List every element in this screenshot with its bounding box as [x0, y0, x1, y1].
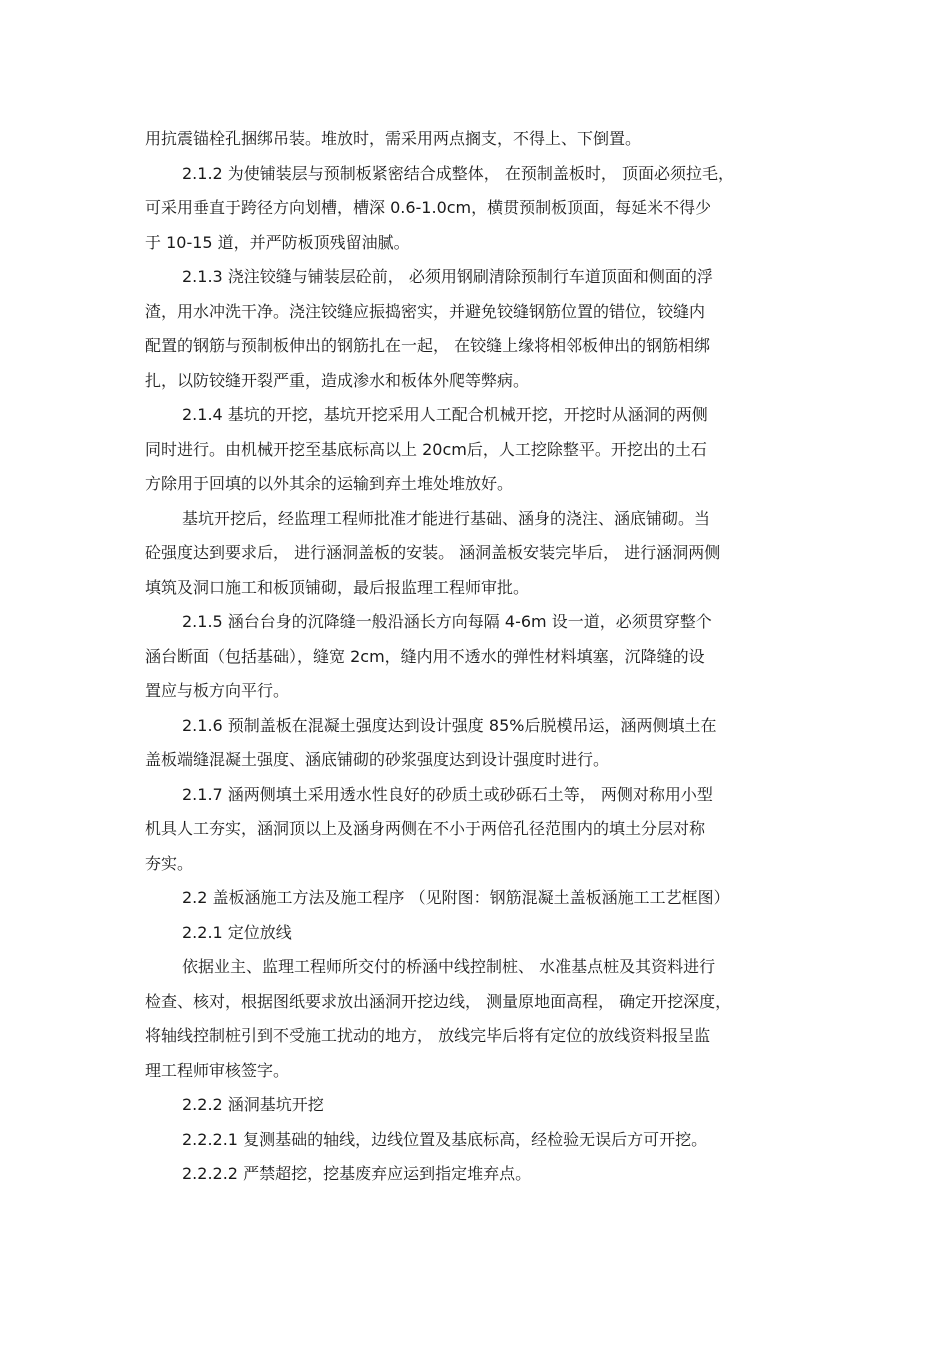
- text-line: 基坑开挖后，经监理工程师批准才能进行基础、涵身的浇注、涵底铺砌。当: [182, 508, 711, 528]
- text-line: 依据业主、监理工程师所交付的桥涵中线控制桩、 水准基点桩及其资料进行: [182, 957, 716, 976]
- text-line: 2.2.1 定位放线: [182, 922, 292, 942]
- text-line: 渣，用水冲洗干净。浇注铰缝应振捣密实，并避免铰缝钢筋位置的错位，铰缝内: [145, 301, 706, 321]
- text-line: 扎，以防铰缝开裂严重，造成渗水和板体外爬等弊病。: [145, 370, 530, 390]
- text-line: 置应与板方向平行。: [145, 681, 290, 700]
- text-line: 盖板端缝混凝土强度、涵底铺砌的砂浆强度达到设计强度时进行。: [145, 750, 610, 769]
- text-line: 涵台断面（包括基础），缝宽 2cm，缝内用不透水的弹性材料填塞，沉降缝的设: [145, 646, 705, 666]
- text-line: 夯实。: [145, 853, 194, 873]
- text-line: 2.1.7 涵两侧填土采用透水性良好的砂质土或砂砾石土等， 两侧对称用小型: [182, 784, 713, 804]
- text-line: 填筑及洞口施工和板顶铺砌，最后报监理工程师审批。: [145, 577, 530, 597]
- text-line: 同时进行。由机械开挖至基底标高以上 20cm后，人工挖除整平。开挖出的土石: [145, 439, 707, 459]
- text-line: 2.2.2.2 严禁超挖，挖基废弃应运到指定堆弃点。: [182, 1164, 532, 1183]
- text-line: 砼强度达到要求后， 进行涵洞盖板的安装。 涵洞盖板安装完毕后， 进行涵洞两侧: [145, 543, 721, 562]
- text-line: 将轴线控制桩引到不受施工扰动的地方， 放线完毕后将有定位的放线资料报呈监: [145, 1026, 711, 1045]
- text-line: 方除用于回填的以外其余的运输到弃土堆处堆放好。: [145, 474, 514, 493]
- text-line: 检查、核对，根据图纸要求放出涵洞开挖边线， 测量原地面高程， 确定开挖深度，: [145, 991, 732, 1011]
- text-line: 于 10-15 道，并严防板顶残留油腻。: [145, 232, 410, 252]
- text-line: 配置的钢筋与预制板伸出的钢筋扎在一起， 在铰缝上缘将相邻板伸出的钢筋相绑: [145, 336, 711, 355]
- text-line: 用抗震锚栓孔捆绑吊装。堆放时，需采用两点搁支，不得上、下倒置。: [145, 129, 642, 148]
- text-line: 2.1.5 涵台台身的沉降缝一般沿涵长方向每隔 4-6m 设一道，必须贯穿整个: [182, 612, 712, 631]
- text-line: 2.1.2 为使铺装层与预制板紧密结合成整体， 在预制盖板时， 顶面必须拉毛，: [182, 163, 734, 183]
- text-line: 机具人工夯实，涵洞顶以上及涵身两侧在不小于两倍孔径范围内的填土分层对称: [145, 819, 706, 838]
- text-line: 可采用垂直于跨径方向划槽，槽深 0.6-1.0cm，横贯预制板顶面，每延米不得少: [145, 198, 712, 217]
- text-line: 理工程师审核签字。: [145, 1060, 290, 1080]
- text-line: 2.1.4 基坑的开挖，基坑开挖采用人工配合机械开挖，开挖时从涵洞的两侧: [182, 405, 708, 424]
- text-line: 2.2 盖板涵施工方法及施工程序 （见附图：钢筋混凝土盖板涵施工工艺框图）: [182, 888, 730, 907]
- text-line: 2.1.3 浇注铰缝与铺装层砼前， 必须用钢刷清除预制行车道顶面和侧面的浮: [182, 267, 713, 286]
- document-body: [145, 122, 805, 1192]
- text-line: 2.2.2 涵洞基坑开挖: [182, 1095, 324, 1114]
- text-line: 2.1.6 预制盖板在混凝土强度达到设计强度 85%后脱模吊运，涵两侧填土在: [182, 715, 717, 735]
- text-line: 2.2.2.1 复测基础的轴线，边线位置及基底标高，经检验无误后方可开挖。: [182, 1129, 708, 1149]
